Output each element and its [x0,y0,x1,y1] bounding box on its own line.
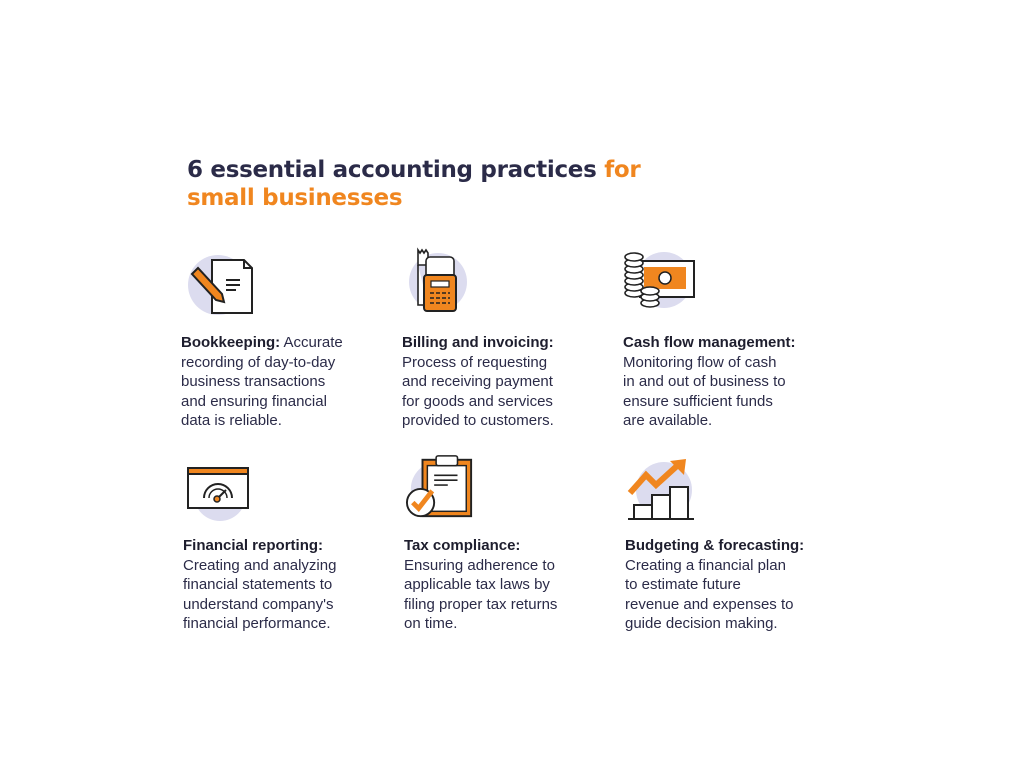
document-pencil-icon [180,250,260,320]
practice-title: Cash flow management: [623,334,796,351]
practice-title: Tax compliance: [404,537,521,554]
practice-description: Monitoring flow of cash in and out of business to ensure sufficient funds are available. [623,353,786,430]
practice-tax-compliance [404,536,614,634]
practice-title: Bookkeeping: [181,334,281,351]
practice-title: Budgeting & forecasting: [625,537,805,554]
growth-chart-icon [622,455,702,525]
practice-title: Financial reporting: [183,537,324,554]
practice-financial-reporting [183,536,393,634]
page-title [187,156,640,212]
coins-banknote-icon [622,245,702,315]
title-main: 6 essential accounting practices [187,157,605,183]
practice-description: Ensuring adherence to applicable tax laws by filing proper tax returns on time. [404,556,558,633]
practice-title: Billing and invoicing: [402,334,554,351]
title-highlight: for [604,157,641,183]
practice-billing [402,333,612,431]
receipt-terminal-icon [400,245,480,315]
clipboard-check-icon [400,452,480,522]
practice-description: Accurate recording of day-to-day business transactions and ensuring financial data is reliable. [181,334,343,430]
practice-description: Creating and analyzing financial statements to understand company's financial performance. [183,556,337,633]
title-highlight-2: small businesses [187,185,403,211]
practice-description: Process of requesting and receiving payment for goods and services provided to customers. [402,353,554,430]
practice-budgeting [625,536,835,634]
practice-cash-flow [623,333,833,431]
dashboard-gauge-icon [180,460,260,530]
practice-bookkeeping [181,333,391,431]
practice-description: Creating a financial plan to estimate future revenue and expenses to guide decision making. [625,556,794,633]
